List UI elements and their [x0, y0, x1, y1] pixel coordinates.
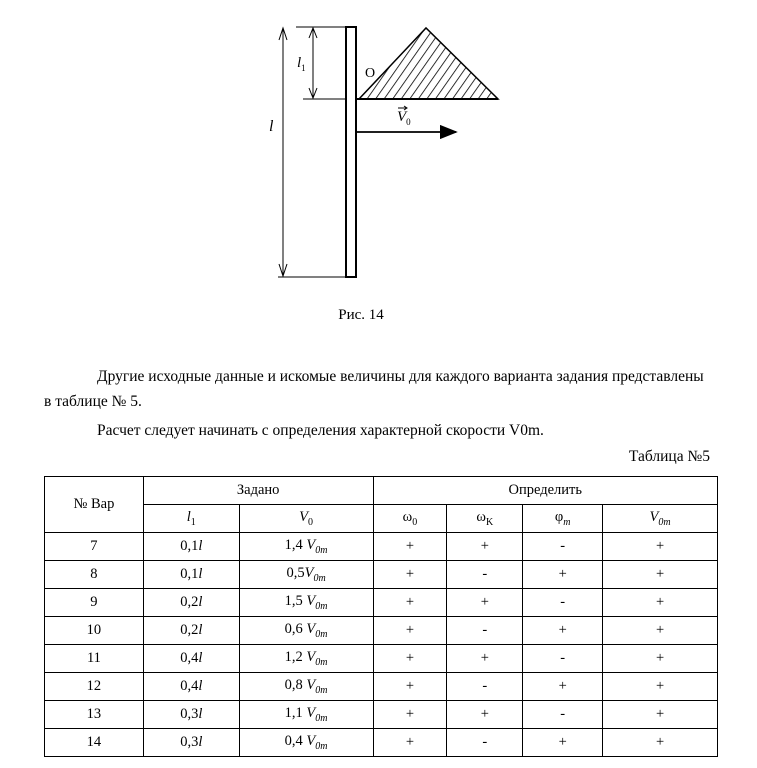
cell-omega0: +	[373, 701, 447, 729]
paragraph-2: Расчет следует начинать с определения характерной скорости V0m.	[97, 422, 544, 439]
header-variant: № Вар	[45, 477, 144, 533]
cell-variant: 14	[45, 729, 144, 757]
cell-v0: 1,2 $V_{0m}$	[239, 645, 373, 673]
header-l1: $l_1$	[143, 505, 239, 533]
cell-v0: 1,5 $V_{0m}$	[239, 589, 373, 617]
table-row	[45, 533, 718, 561]
cell-variant: 12	[45, 673, 144, 701]
label-l1: $l_1$	[297, 55, 306, 73]
cell-variant: 7	[45, 533, 144, 561]
cell-variant: 8	[45, 561, 144, 589]
cell-omegak: -	[447, 617, 523, 645]
cell-omega0: +	[373, 589, 447, 617]
header-v0m: $V_{0m}$	[603, 505, 718, 533]
cell-v0: 0,6 $V_{0m}$	[239, 617, 373, 645]
cell-omegak: -	[447, 561, 523, 589]
header-phim: $\varphi_m$	[523, 505, 603, 533]
cell-v0m: +	[603, 617, 718, 645]
cell-l1: 0,2l	[143, 589, 239, 617]
table-row	[45, 617, 718, 645]
support-hatched	[359, 28, 498, 99]
cell-v0m: +	[603, 589, 718, 617]
table-row	[45, 589, 718, 617]
header-given: Задано	[143, 477, 373, 505]
table-title: Таблица №5	[628, 448, 710, 465]
label-v0: $V_0$	[397, 109, 411, 127]
figure-caption: Рис. 14	[338, 307, 384, 323]
cell-omegak: -	[447, 729, 523, 757]
cell-phim: +	[523, 673, 603, 701]
cell-phim: -	[523, 701, 603, 729]
header-find: Определить	[373, 477, 718, 505]
cell-phim: -	[523, 589, 603, 617]
paragraph-1: Другие исходные данные и искомые величины для каждого варианта задания представлены в таблице № 5.	[44, 368, 704, 410]
cell-omegak: -	[447, 673, 523, 701]
cell-l1: 0,3l	[143, 729, 239, 757]
cell-v0: 0,8 $V_{0m}$	[239, 673, 373, 701]
cell-variant: 10	[45, 617, 144, 645]
cell-variant: 13	[45, 701, 144, 729]
cell-v0m: +	[603, 729, 718, 757]
cell-omega0: +	[373, 561, 447, 589]
label-l: l	[269, 118, 274, 135]
cell-v0: 1,4 $V_{0m}$	[239, 533, 373, 561]
cell-omega0: +	[373, 645, 447, 673]
table-row	[45, 729, 718, 757]
cell-v0m: +	[603, 533, 718, 561]
cell-l1: 0,3l	[143, 701, 239, 729]
header-v0: $V_0$	[239, 505, 373, 533]
cell-v0: 1,1 $V_{0m}$	[239, 701, 373, 729]
cell-v0m: +	[603, 645, 718, 673]
cell-l1: 0,1l	[143, 561, 239, 589]
variants-table	[44, 476, 718, 757]
cell-omegak: +	[447, 701, 523, 729]
cell-omega0: +	[373, 617, 447, 645]
cell-omegak: +	[447, 589, 523, 617]
cell-l1: 0,1l	[143, 533, 239, 561]
cell-l1: 0,4l	[143, 645, 239, 673]
cell-v0m: +	[603, 701, 718, 729]
table-row	[45, 701, 718, 729]
table-row	[45, 645, 718, 673]
cell-phim: +	[523, 617, 603, 645]
cell-omega0: +	[373, 729, 447, 757]
cell-phim: +	[523, 729, 603, 757]
cell-variant: 9	[45, 589, 144, 617]
cell-phim: +	[523, 561, 603, 589]
cell-v0m: +	[603, 561, 718, 589]
figure-14	[0, 0, 757, 300]
header-omega0: $\omega_0$	[373, 505, 447, 533]
cell-l1: 0,4l	[143, 673, 239, 701]
table-row	[45, 561, 718, 589]
cell-v0: 0,4 $V_{0m}$	[239, 729, 373, 757]
cell-v0m: +	[603, 673, 718, 701]
cell-omega0: +	[373, 533, 447, 561]
cell-phim: -	[523, 645, 603, 673]
header-omegak: $\omega_K$	[447, 505, 523, 533]
mechanism-diagram	[0, 0, 757, 300]
cell-omega0: +	[373, 673, 447, 701]
rod	[346, 27, 356, 277]
cell-phim: -	[523, 533, 603, 561]
cell-omegak: +	[447, 533, 523, 561]
label-point-o: O	[365, 66, 376, 81]
cell-l1: 0,2l	[143, 617, 239, 645]
cell-v0: $0,5V_{0m}$	[239, 561, 373, 589]
cell-omegak: +	[447, 645, 523, 673]
cell-variant: 11	[45, 645, 144, 673]
table-row	[45, 673, 718, 701]
